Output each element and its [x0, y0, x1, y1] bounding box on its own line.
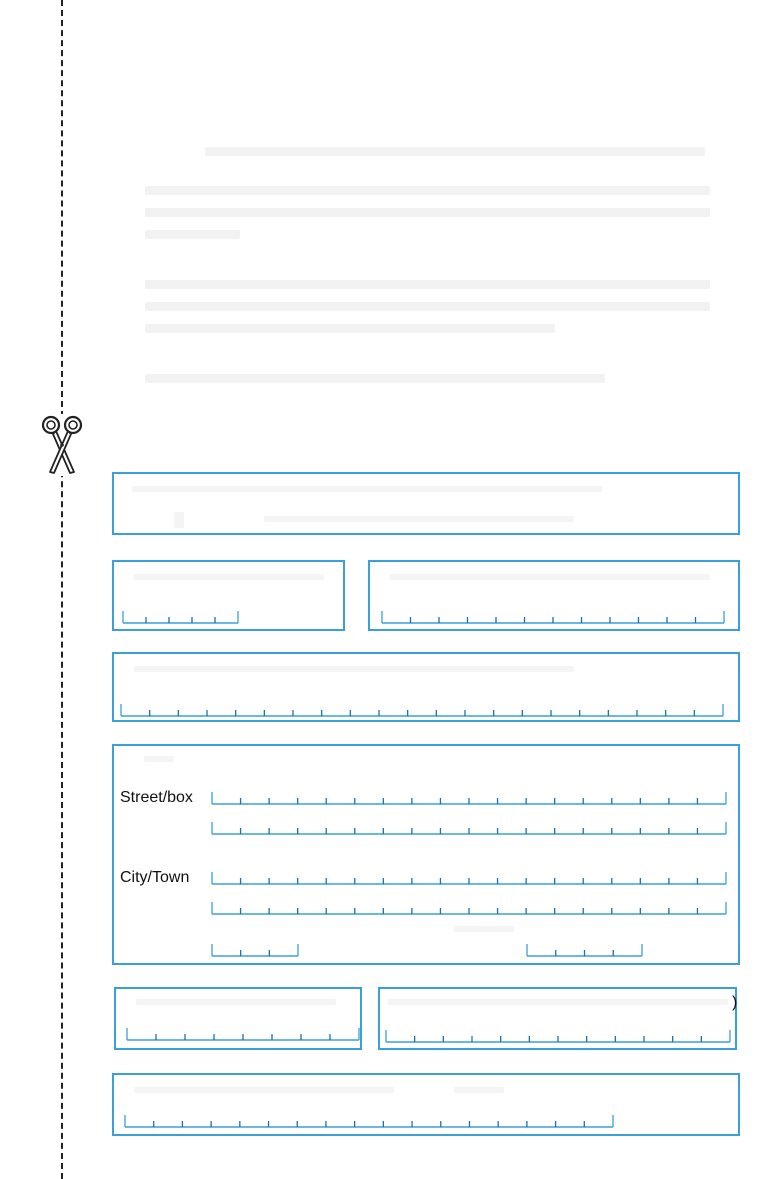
comb-svg: [212, 902, 726, 914]
comb-field-5[interactable]: [386, 1030, 730, 1042]
postcode-comb[interactable]: [212, 944, 298, 956]
comb-svg: [212, 944, 298, 956]
comb-svg: [123, 611, 238, 623]
faded-text-line: [145, 302, 710, 311]
comb-svg: [527, 944, 642, 956]
faded-heading: [205, 147, 705, 156]
faded-text-line: [145, 208, 710, 217]
form-box-2: [112, 560, 345, 631]
faint-label: [136, 999, 336, 1005]
city-label: City/Town: [120, 869, 190, 886]
faint-label: [264, 516, 574, 522]
faint-label: [132, 486, 602, 492]
form-box-3: [368, 560, 740, 631]
closing-parenthesis: ): [732, 994, 738, 1011]
faint-label: [388, 999, 728, 1005]
faint-label: [144, 756, 174, 762]
comb-svg: [212, 872, 726, 884]
street-label: Street/box: [120, 789, 193, 806]
street-line-1[interactable]: [212, 792, 726, 804]
comb-svg: [127, 1028, 359, 1040]
scissors-icon: [38, 414, 86, 476]
comb-field-6[interactable]: [125, 1115, 613, 1127]
city-line-2[interactable]: [212, 902, 726, 914]
comb-svg: [386, 1030, 730, 1042]
faded-text-line: [145, 230, 240, 239]
faint-label: [454, 926, 514, 932]
faint-label: [134, 1087, 394, 1093]
cut-line: [61, 0, 63, 1179]
faded-text-line: [145, 374, 605, 383]
form-box-1: [112, 472, 740, 535]
comb-field-3[interactable]: [121, 704, 723, 716]
country-code-comb[interactable]: [527, 944, 642, 956]
faded-text-line: [145, 280, 710, 289]
faint-label: [454, 1087, 504, 1093]
faint-label: [390, 574, 710, 580]
comb-field-2[interactable]: [382, 611, 724, 623]
comb-field-4[interactable]: [127, 1028, 359, 1040]
form-box-4: [112, 652, 740, 722]
comb-svg: [125, 1115, 613, 1127]
comb-svg: [382, 611, 724, 623]
faint-label: [134, 666, 574, 672]
faint-label: [134, 574, 324, 580]
form-box-8: [112, 1073, 740, 1136]
form-box-7: [378, 987, 737, 1050]
form-box-6: [114, 987, 362, 1050]
form-box-address: [112, 744, 740, 965]
comb-field-1[interactable]: [123, 611, 238, 623]
faded-text-line: [145, 324, 555, 333]
comb-svg: [212, 822, 726, 834]
comb-svg: [121, 704, 723, 716]
street-line-2[interactable]: [212, 822, 726, 834]
comb-svg: [212, 792, 726, 804]
faint-checkbox: [174, 512, 184, 528]
faded-text-line: [145, 186, 710, 195]
city-line-1[interactable]: [212, 872, 726, 884]
